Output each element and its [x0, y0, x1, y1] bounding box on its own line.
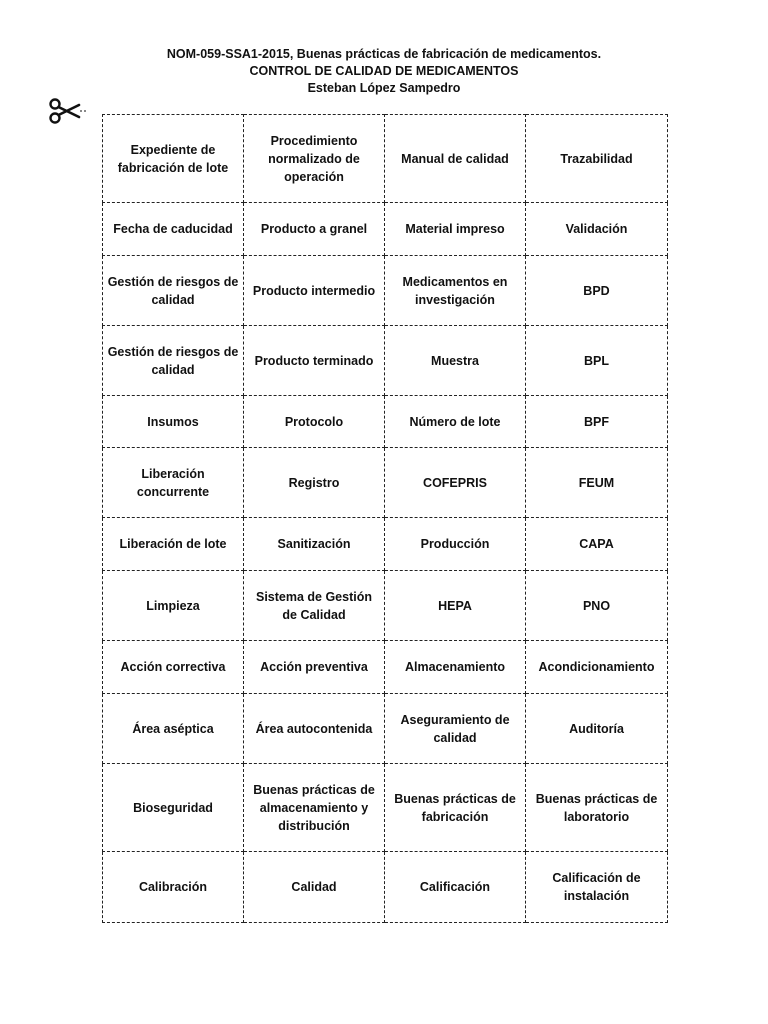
- term-card: BPD: [526, 256, 668, 326]
- term-card: PNO: [526, 571, 668, 641]
- term-card: Calificación: [385, 852, 526, 923]
- term-card: Área aséptica: [103, 694, 244, 764]
- term-card: Producción: [385, 518, 526, 571]
- term-card: Fecha de caducidad: [103, 203, 244, 256]
- term-card: Acción preventiva: [244, 641, 385, 694]
- term-card: Procedimiento normalizado de operación: [244, 115, 385, 203]
- scissors-icon: [48, 96, 88, 126]
- term-card: Manual de calidad: [385, 115, 526, 203]
- term-card: Producto intermedio: [244, 256, 385, 326]
- term-card: Producto terminado: [244, 326, 385, 396]
- term-card: HEPA: [385, 571, 526, 641]
- term-card: Sanitización: [244, 518, 385, 571]
- card-row: [103, 852, 668, 923]
- term-card: Área autocontenida: [244, 694, 385, 764]
- term-card: Calidad: [244, 852, 385, 923]
- term-card: Registro: [244, 448, 385, 518]
- card-row: [103, 518, 668, 571]
- term-card: Acondicionamiento: [526, 641, 668, 694]
- term-card: Muestra: [385, 326, 526, 396]
- term-card: Medicamentos en investigación: [385, 256, 526, 326]
- document-title: NOM-059-SSA1-2015, Buenas prácticas de fabricación de medicamentos.: [166, 47, 602, 61]
- term-card: Acción correctiva: [103, 641, 244, 694]
- term-card: Auditoría: [526, 694, 668, 764]
- term-card: Buenas prácticas de almacenamiento y distribución: [244, 764, 385, 852]
- card-row: [103, 694, 668, 764]
- term-card: Liberación de lote: [103, 518, 244, 571]
- term-card: Trazabilidad: [526, 115, 668, 203]
- term-card: Material impreso: [385, 203, 526, 256]
- term-card: Protocolo: [244, 396, 385, 448]
- term-card: Limpieza: [103, 571, 244, 641]
- term-card: Buenas prácticas de fabricación: [385, 764, 526, 852]
- term-card: Validación: [526, 203, 668, 256]
- card-row: [103, 115, 668, 203]
- term-card: Almacenamiento: [385, 641, 526, 694]
- term-card: Buenas prácticas de laboratorio: [526, 764, 668, 852]
- cut-cards-grid: [102, 114, 668, 923]
- term-card: Gestión de riesgos de calidad: [103, 326, 244, 396]
- term-card: Calibración: [103, 852, 244, 923]
- term-card: COFEPRIS: [385, 448, 526, 518]
- card-row: [103, 764, 668, 852]
- card-row: [103, 326, 668, 396]
- term-card: Liberación concurrente: [103, 448, 244, 518]
- term-card: Número de lote: [385, 396, 526, 448]
- document-header: [0, 46, 768, 97]
- card-row: [103, 641, 668, 694]
- term-card: Expediente de fabricación de lote: [103, 115, 244, 203]
- document-author: Esteban López Sampedro: [307, 81, 461, 95]
- term-card: FEUM: [526, 448, 668, 518]
- term-card: BPF: [526, 396, 668, 448]
- term-card: Gestión de riesgos de calidad: [103, 256, 244, 326]
- term-card: Producto a granel: [244, 203, 385, 256]
- term-card: Insumos: [103, 396, 244, 448]
- term-card: Sistema de Gestión de Calidad: [244, 571, 385, 641]
- term-card: BPL: [526, 326, 668, 396]
- document-subtitle: CONTROL DE CALIDAD DE MEDICAMENTOS: [249, 64, 519, 78]
- term-card: Aseguramiento de calidad: [385, 694, 526, 764]
- term-card: Bioseguridad: [103, 764, 244, 852]
- card-row: [103, 448, 668, 518]
- term-card: CAPA: [526, 518, 668, 571]
- card-row: [103, 571, 668, 641]
- card-row: [103, 203, 668, 256]
- term-card: Calificación de instalación: [526, 852, 668, 923]
- card-row: [103, 256, 668, 326]
- card-row: [103, 396, 668, 448]
